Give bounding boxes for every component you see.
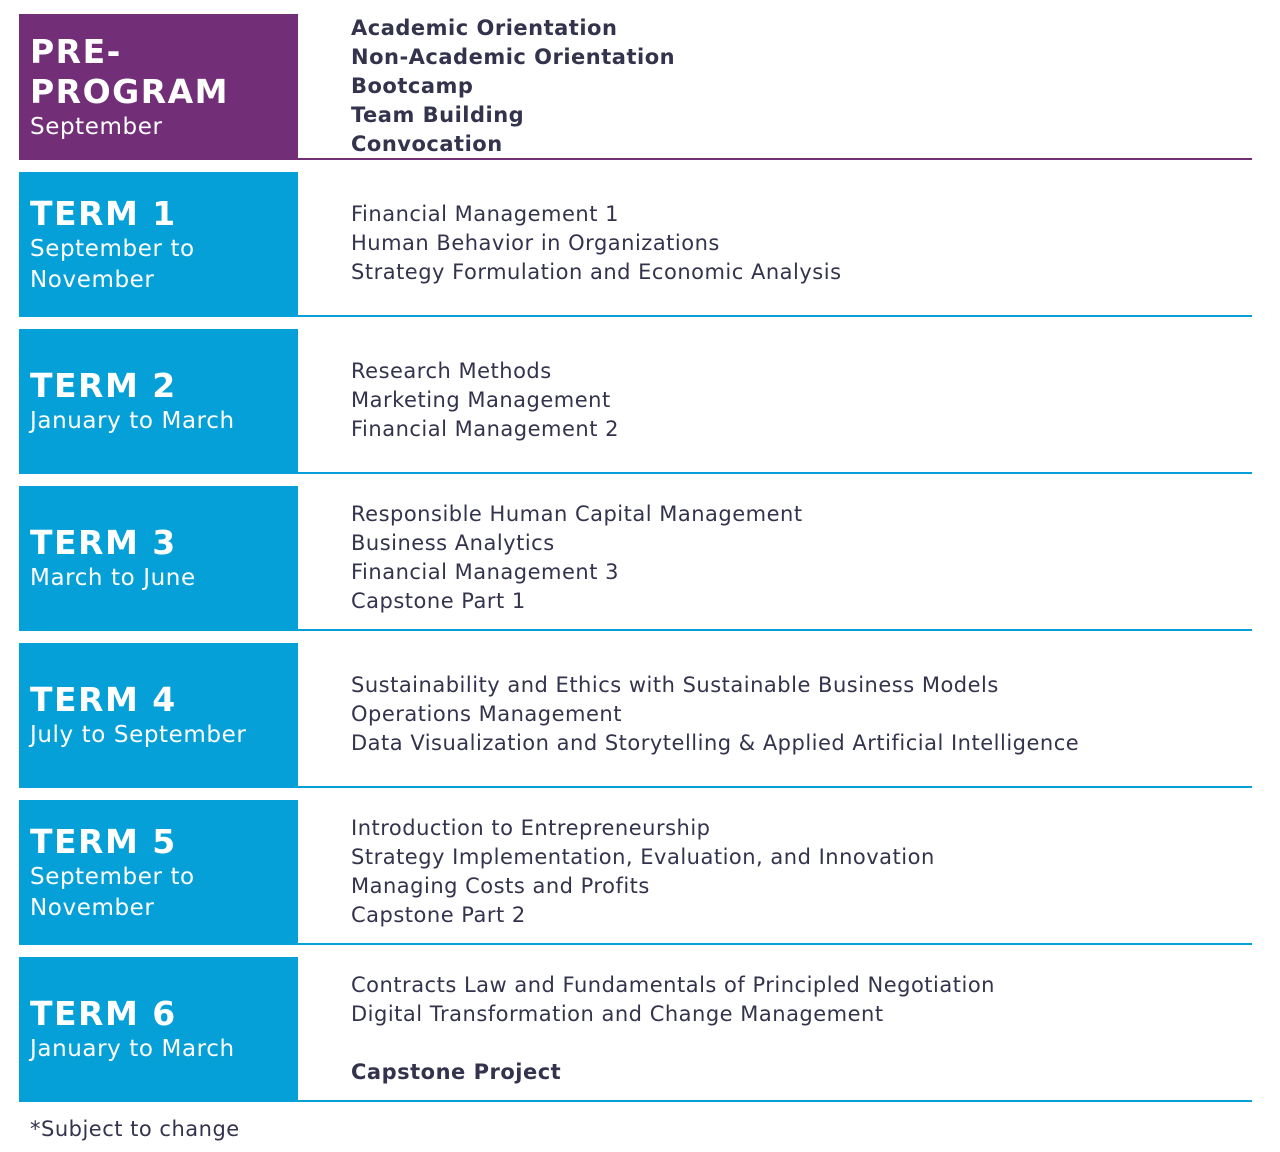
term-1-label (19, 172, 298, 317)
pre-program-period: September (30, 113, 163, 140)
term-4-label (19, 643, 298, 788)
course-item: Responsible Human Capital Management (351, 501, 803, 526)
term-2-title: TERM 2 (30, 366, 177, 405)
course-item: Marketing Management (351, 388, 611, 412)
pre-program-label (19, 14, 298, 160)
term-4-period: July to September (30, 722, 247, 748)
term-4-divider (298, 786, 1252, 788)
course-item: Strategy Formulation and Economic Analysis (351, 260, 842, 284)
pre-program-row (19, 14, 1252, 160)
pre-program-title: PRE- PROGRAM (30, 31, 230, 111)
course-item: Capstone Part 1 (351, 588, 526, 613)
course-item: Strategy Implementation, Evaluation, and Innovation (351, 844, 935, 869)
term-5-period: September to November (30, 863, 195, 921)
course-item: Introduction to Entrepreneurship (351, 815, 711, 840)
course-item: Financial Management 3 (351, 559, 620, 584)
term-5-courses (351, 800, 935, 943)
term-4-row (19, 643, 1252, 788)
term-1-courses (351, 172, 842, 315)
term-6-row (19, 957, 1252, 1102)
course-item: Contracts Law and Fundamentals of Principled Negotiation (351, 972, 995, 997)
course-item: Human Behavior in Organizations (351, 231, 720, 255)
term-2-divider (298, 472, 1252, 474)
term-3-title: TERM 3 (30, 523, 177, 562)
course-item: Data Visualization and Storytelling & Applied Artificial Intelligence (351, 731, 1080, 755)
course-item: Sustainability and Ethics with Sustainable Business Models (351, 673, 999, 697)
pre-program-item: Convocation (351, 131, 503, 156)
term-2-courses (351, 329, 619, 472)
term-6-period: January to March (30, 1036, 235, 1062)
course-item: Research Methods (351, 359, 552, 383)
pre-program-item: Academic Orientation (351, 15, 618, 40)
term-2-period: January to March (30, 408, 235, 434)
pre-program-item: Team Building (351, 102, 525, 127)
pre-program-item: Bootcamp (351, 73, 474, 98)
term-5-row (19, 800, 1252, 945)
term-6-divider (298, 1100, 1252, 1102)
course-spacer (351, 1029, 995, 1058)
term-6-title: TERM 6 (30, 994, 177, 1033)
course-item: Capstone Part 2 (351, 902, 526, 927)
term-1-period: September to November (30, 235, 195, 293)
term-1-title: TERM 1 (30, 193, 177, 233)
term-4-title: TERM 4 (30, 680, 177, 719)
term-5-title: TERM 5 (30, 821, 177, 861)
term-6-label (19, 957, 298, 1102)
course-item: Financial Management 2 (351, 417, 620, 441)
pre-program-items (351, 14, 675, 158)
footnote: *Subject to change (30, 1117, 240, 1141)
term-2-row (19, 329, 1252, 474)
term-1-row (19, 172, 1252, 317)
course-item: Financial Management 1 (351, 202, 620, 226)
term-3-period: March to June (30, 565, 196, 591)
term-1-divider (298, 315, 1252, 317)
course-item: Managing Costs and Profits (351, 873, 650, 898)
pre-program-item: Non-Academic Orientation (351, 44, 676, 69)
term-5-divider (298, 943, 1252, 945)
term-2-label (19, 329, 298, 474)
term-6-courses (351, 957, 995, 1100)
term-3-label (19, 486, 298, 631)
course-item: Operations Management (351, 702, 622, 726)
course-item: Business Analytics (351, 530, 555, 555)
course-item: Digital Transformation and Change Management (351, 1001, 884, 1026)
term-3-courses (351, 486, 803, 629)
term-3-row (19, 486, 1252, 631)
capstone-project: Capstone Project (351, 1059, 562, 1084)
term-5-label (19, 800, 298, 945)
term-4-courses (351, 643, 1079, 786)
term-3-divider (298, 629, 1252, 631)
